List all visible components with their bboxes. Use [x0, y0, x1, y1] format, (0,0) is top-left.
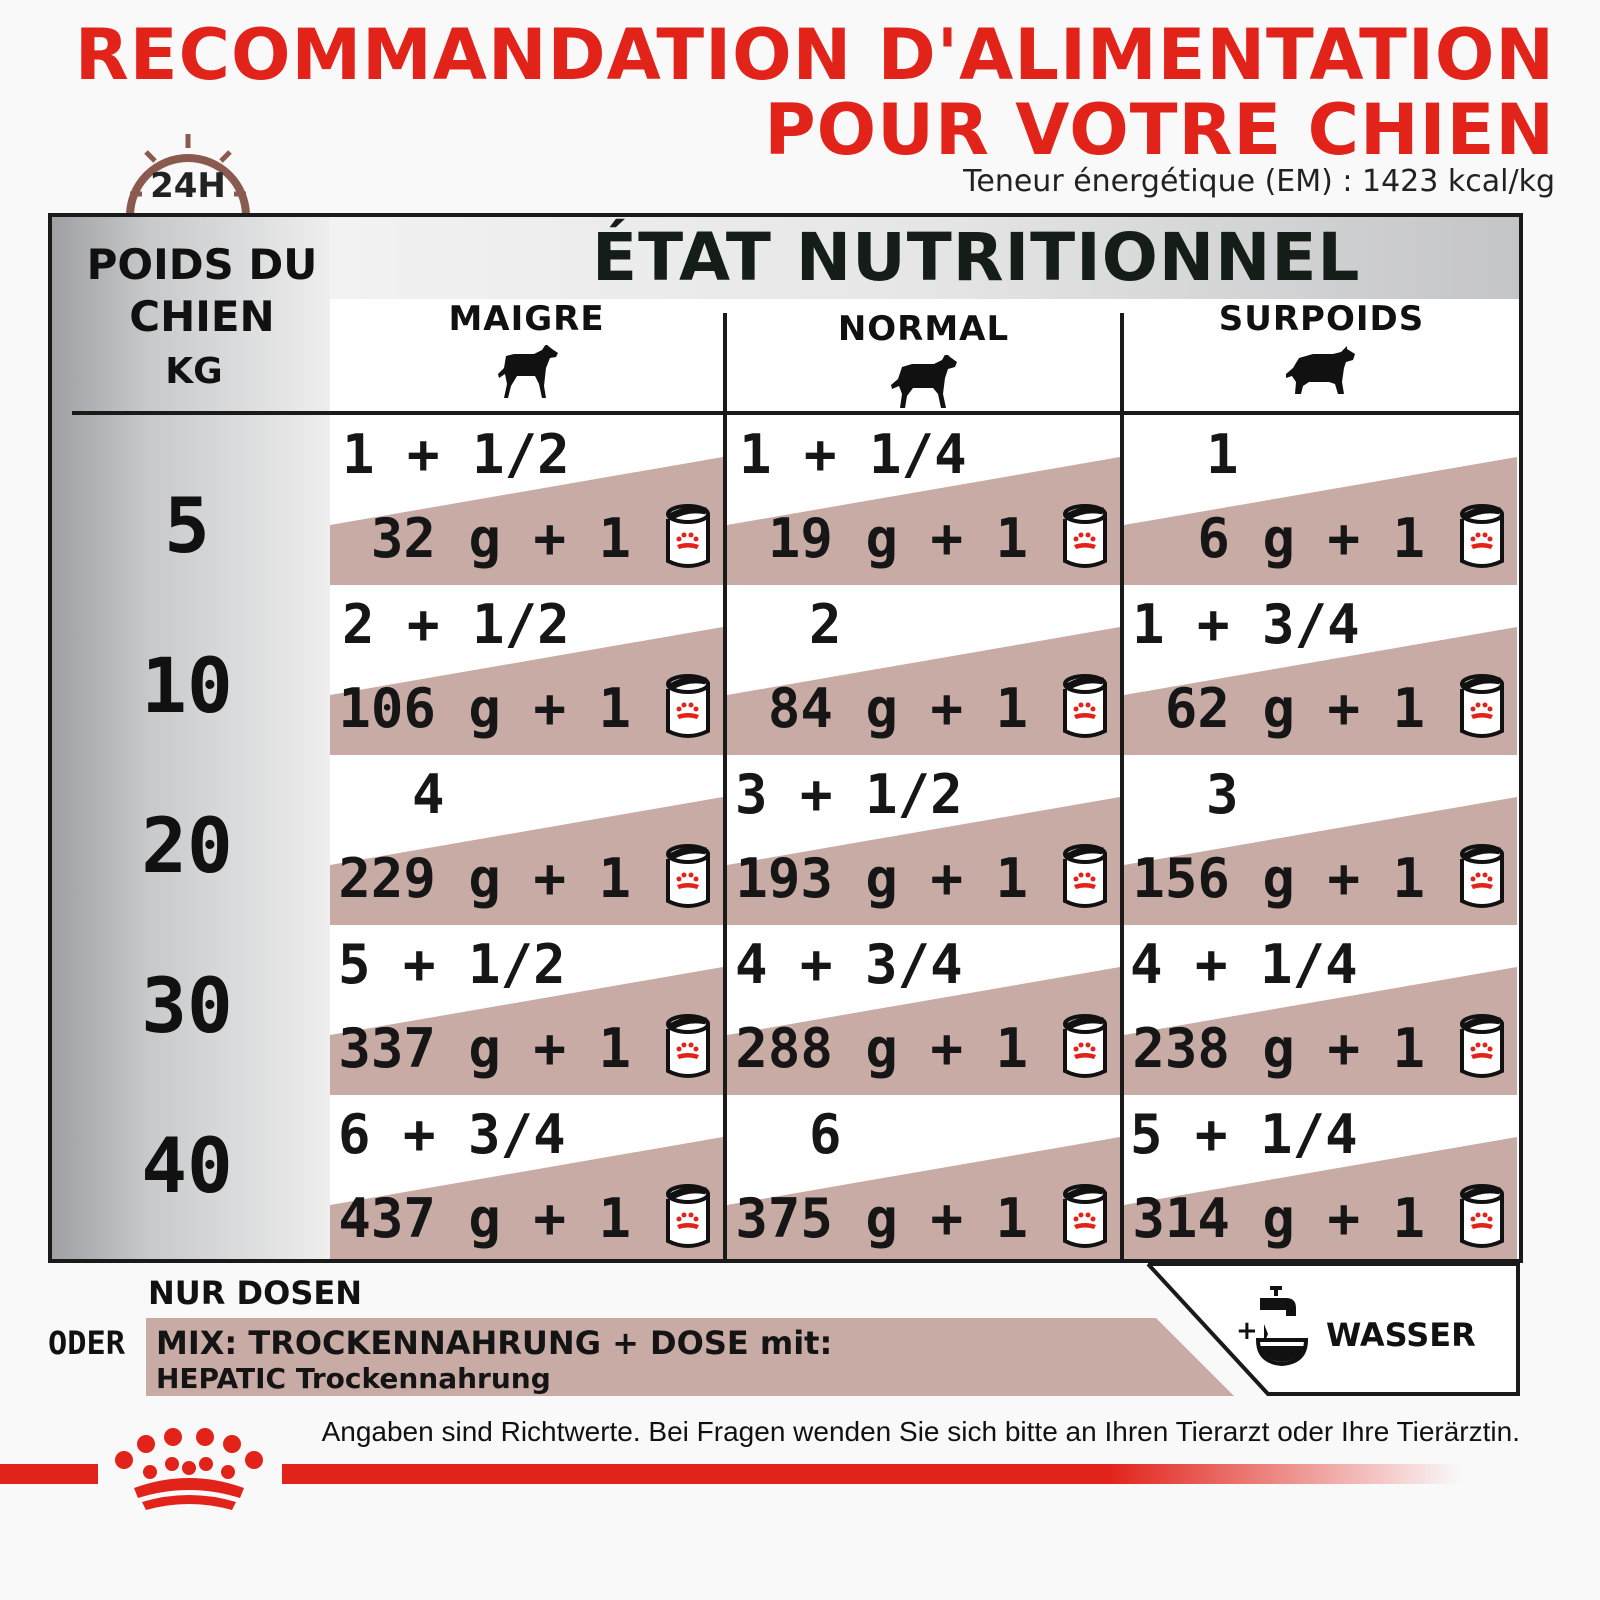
- status-label: NORMAL: [837, 309, 1010, 349]
- can-icon: [1459, 503, 1505, 571]
- portion-value: 3 + 1/2: [735, 763, 963, 826]
- feeding-table: [48, 213, 1523, 1263]
- mix-line-1: MIX: TROCKENNAHRUNG + DOSE mit:: [156, 1324, 833, 1362]
- energy-content: Teneur énergétique (EM) : 1423 kcal/kg: [963, 164, 1555, 199]
- grams-value: 375 g + 1: [735, 1187, 1028, 1250]
- table-cell: [727, 925, 1120, 1095]
- grams-value: 106 g + 1: [338, 677, 631, 740]
- oder-label: ODER: [48, 1324, 126, 1362]
- portion-value: 5 + 1/4: [1130, 1103, 1358, 1166]
- water-tap-bowl-icon: [1236, 1284, 1314, 1368]
- can-icon: [1459, 673, 1505, 741]
- grams-value: 238 g + 1: [1132, 1017, 1425, 1080]
- can-icon: [665, 503, 711, 571]
- overweight-dog-icon: [1285, 345, 1359, 401]
- royal-canin-crown-logo: [110, 1428, 270, 1518]
- nur-dosen-label: NUR DOSEN: [148, 1274, 362, 1312]
- can-icon: [1459, 843, 1505, 911]
- title-line-2: POUR VOTRE CHIEN: [764, 89, 1555, 171]
- table-cell: [727, 415, 1120, 585]
- grams-value: 437 g + 1: [338, 1187, 631, 1250]
- grams-value: 288 g + 1: [735, 1017, 1028, 1080]
- status-maigre: [330, 299, 723, 411]
- portion-value: 6 + 3/4: [338, 1103, 566, 1166]
- portion-value: 1: [1206, 423, 1239, 486]
- portion-value: 5 + 1/2: [338, 933, 566, 996]
- portion-value: 4 + 3/4: [735, 933, 963, 996]
- table-cell: [727, 1095, 1120, 1263]
- status-normal: [727, 299, 1120, 411]
- wasser-label: WASSER: [1326, 1316, 1476, 1354]
- weight-40: 40: [141, 1121, 233, 1210]
- table-cell: [727, 755, 1120, 925]
- weight-10: 10: [141, 641, 233, 730]
- grams-value: 32 g + 1: [370, 507, 631, 570]
- portion-value: 1 + 1/2: [342, 423, 570, 486]
- portion-value: 6: [809, 1103, 842, 1166]
- weight-5: 5: [164, 481, 210, 570]
- title-line-1: RECOMMANDATION D'ALIMENTATION: [74, 14, 1555, 96]
- status-surpoids: [1124, 299, 1519, 411]
- status-label: MAIGRE: [448, 299, 605, 339]
- can-icon: [665, 1183, 711, 1251]
- portion-value: 4: [412, 763, 445, 826]
- lean-dog-icon: [492, 345, 562, 401]
- table-cell: [1124, 1095, 1517, 1263]
- table-cell: [330, 415, 723, 585]
- grams-value: 229 g + 1: [338, 847, 631, 910]
- portion-value: 3: [1206, 763, 1239, 826]
- grams-value: 337 g + 1: [338, 1017, 631, 1080]
- can-icon: [665, 673, 711, 741]
- brand-bar-right: [282, 1464, 1462, 1484]
- can-icon: [1062, 1183, 1108, 1251]
- can-icon: [1062, 843, 1108, 911]
- can-icon: [1062, 503, 1108, 571]
- grams-value: 62 g + 1: [1164, 677, 1425, 740]
- can-icon: [1062, 673, 1108, 741]
- table-cell: [727, 585, 1120, 755]
- table-cell: [330, 925, 723, 1095]
- grams-value: 156 g + 1: [1132, 847, 1425, 910]
- weight-header-line-1: POIDS DU: [86, 240, 318, 289]
- table-cell: [1124, 585, 1517, 755]
- can-icon: [1459, 1013, 1505, 1081]
- can-icon: [665, 1013, 711, 1081]
- grams-value: 193 g + 1: [735, 847, 1028, 910]
- grams-value: 6 g + 1: [1197, 507, 1425, 570]
- table-cell: [330, 755, 723, 925]
- grams-value: 19 g + 1: [767, 507, 1028, 570]
- disclaimer-text: Angaben sind Richtwerte. Bei Fragen wenden Sie sich bitte an Ihren Tierarzt oder Ihre Tierärztin.: [321, 1416, 1520, 1447]
- weight-header-line-2: CHIEN: [129, 292, 275, 341]
- portion-value: 1 + 3/4: [1132, 593, 1360, 656]
- mix-line-2: HEPATIC Trockennahrung: [156, 1362, 551, 1395]
- portion-value: 2 + 1/2: [342, 593, 570, 656]
- table-cell: [1124, 415, 1517, 585]
- status-header: ÉTAT NUTRITIONNEL: [592, 219, 1361, 296]
- table-cell: [330, 1095, 723, 1263]
- can-icon: [1459, 1183, 1505, 1251]
- table-cell: [330, 585, 723, 755]
- grams-value: 84 g + 1: [767, 677, 1028, 740]
- weight-20: 20: [141, 801, 233, 890]
- grams-value: 314 g + 1: [1132, 1187, 1425, 1250]
- water-plus: +: [1236, 1316, 1258, 1346]
- portion-value: 2: [809, 593, 842, 656]
- table-cell: [1124, 925, 1517, 1095]
- weight-header: [52, 239, 352, 401]
- portion-value: 4 + 1/4: [1130, 933, 1358, 996]
- weight-30: 30: [141, 961, 233, 1050]
- brand-bar-left: [0, 1464, 98, 1484]
- clock-label: 24H: [150, 166, 226, 206]
- clock-24h-icon: [124, 128, 254, 220]
- weight-header-unit: KG: [165, 351, 223, 392]
- can-icon: [665, 843, 711, 911]
- can-icon: [1062, 1013, 1108, 1081]
- status-label: SURPOIDS: [1218, 299, 1425, 339]
- table-cell: [1124, 755, 1517, 925]
- portion-value: 1 + 1/4: [739, 423, 967, 486]
- normal-dog-icon: [888, 355, 960, 411]
